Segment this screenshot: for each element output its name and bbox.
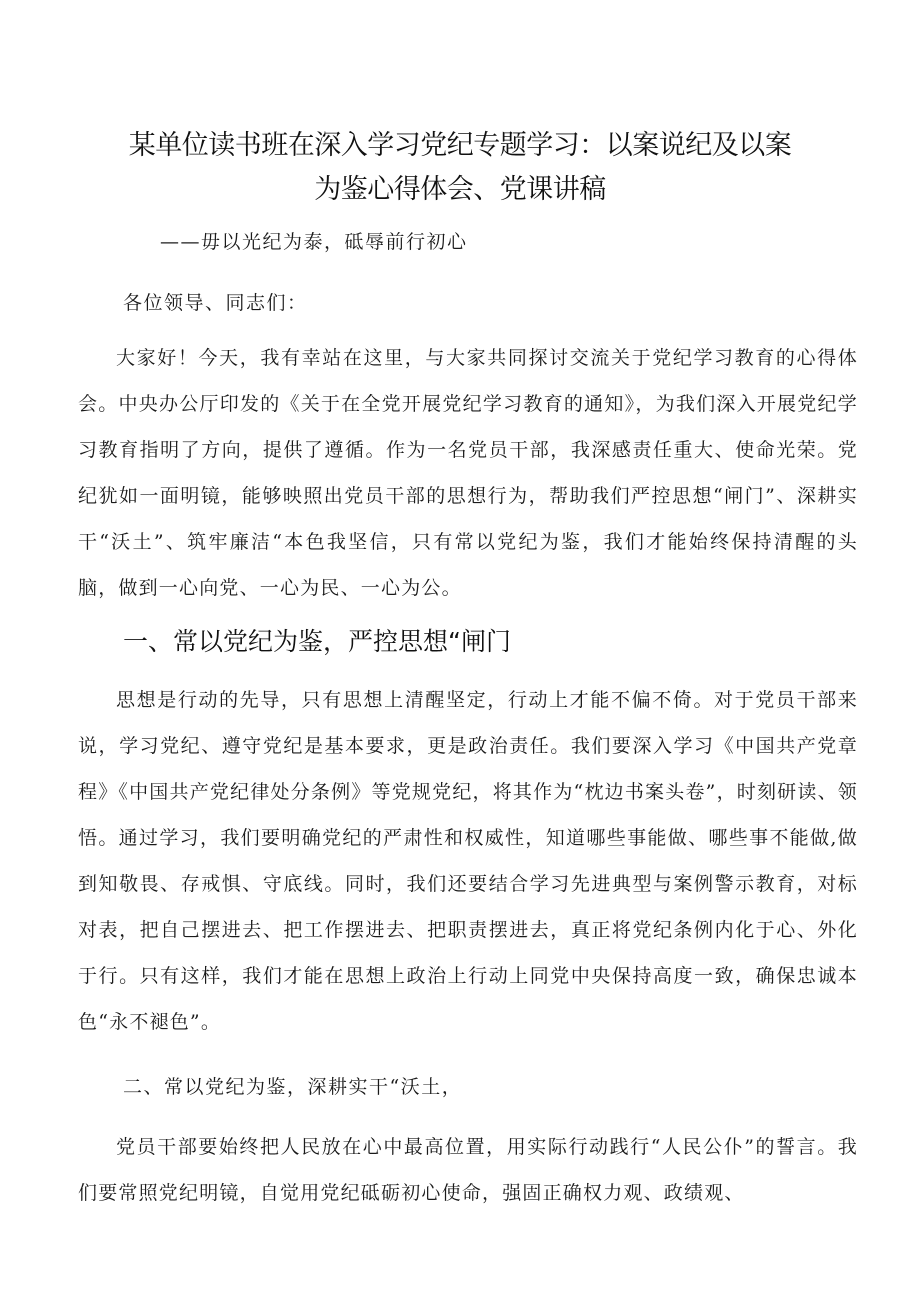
intro-paragraph: 大家好！今天，我有幸站在这里，与大家共同探讨交流关于党纪学习教育的心得体会。中央办公厅印发的《关于在全党开展党纪学习教育的通知》，为我们深入开展党纪学习教育指明了方向，提供了遵循。作为一名党员干部，我深感责任重大、使命光荣。党纪犹如一面明镜，能够映照出党员干部的思想行为，帮助我们严控思想“闸门”、深耕实干“沃土”、筑牢廉洁“本色我坚信，只有常以党纪为鉴，我们才能始终保持清醒的头脑，做到一心向党、一心为民、一心为公。 — [78, 347, 858, 599]
title-line-2: 为鉴心得体会、党课讲稿 — [314, 174, 606, 205]
salutation: 各位领导、同志们： — [123, 292, 308, 314]
title-line-1: 某单位读书班在深入学习党纪专题学习：以案说纪及以案 — [128, 130, 792, 161]
section-heading-2: 二、常以党纪为鉴，深耕实干“沃土， — [123, 1076, 463, 1098]
section-2-paragraph: 党员干部要始终把人民放在心中最高位置，用实际行动践行“人民公仆”的誓言。我们要常照党纪明镜，自觉用党纪砥砺初心使命，强固正确权力观、政绩观、 — [78, 1136, 858, 1204]
section-1-paragraph: 思想是行动的先导，只有思想上清醒坚定，行动上才能不偏不倚。对于党员干部来说，学习党纪、遵守党纪是基本要求，更是政治责任。我们要深入学习《中国共产党章程》《中国共产党纪律处分条例》等党规党纪，将其作为“枕边书案头卷”，时刻研读、领悟。通过学习，我们要明确党纪的严肃性和权威性，知道哪些事能做、哪些事不能做,做到知敬畏、存戒惧、守底线。同时，我们还要结合学习先进典型与案例警示教育，对标对表，把自己摆进去、把工作摆进去、把职责摆进去，真正将党纪条例内化于心、外化于行。只有这样，我们才能在思想上政治上行动上同党中央保持高度一致，确保忠诚本色“永不褪色”。 — [78, 689, 858, 1033]
document-subtitle: ——毋以光纪为泰，砥辱前行初心 — [160, 231, 468, 253]
section-heading-1: 一、常以党纪为鉴，严控思想“闸门 — [123, 627, 511, 656]
document-title — [60, 124, 860, 212]
